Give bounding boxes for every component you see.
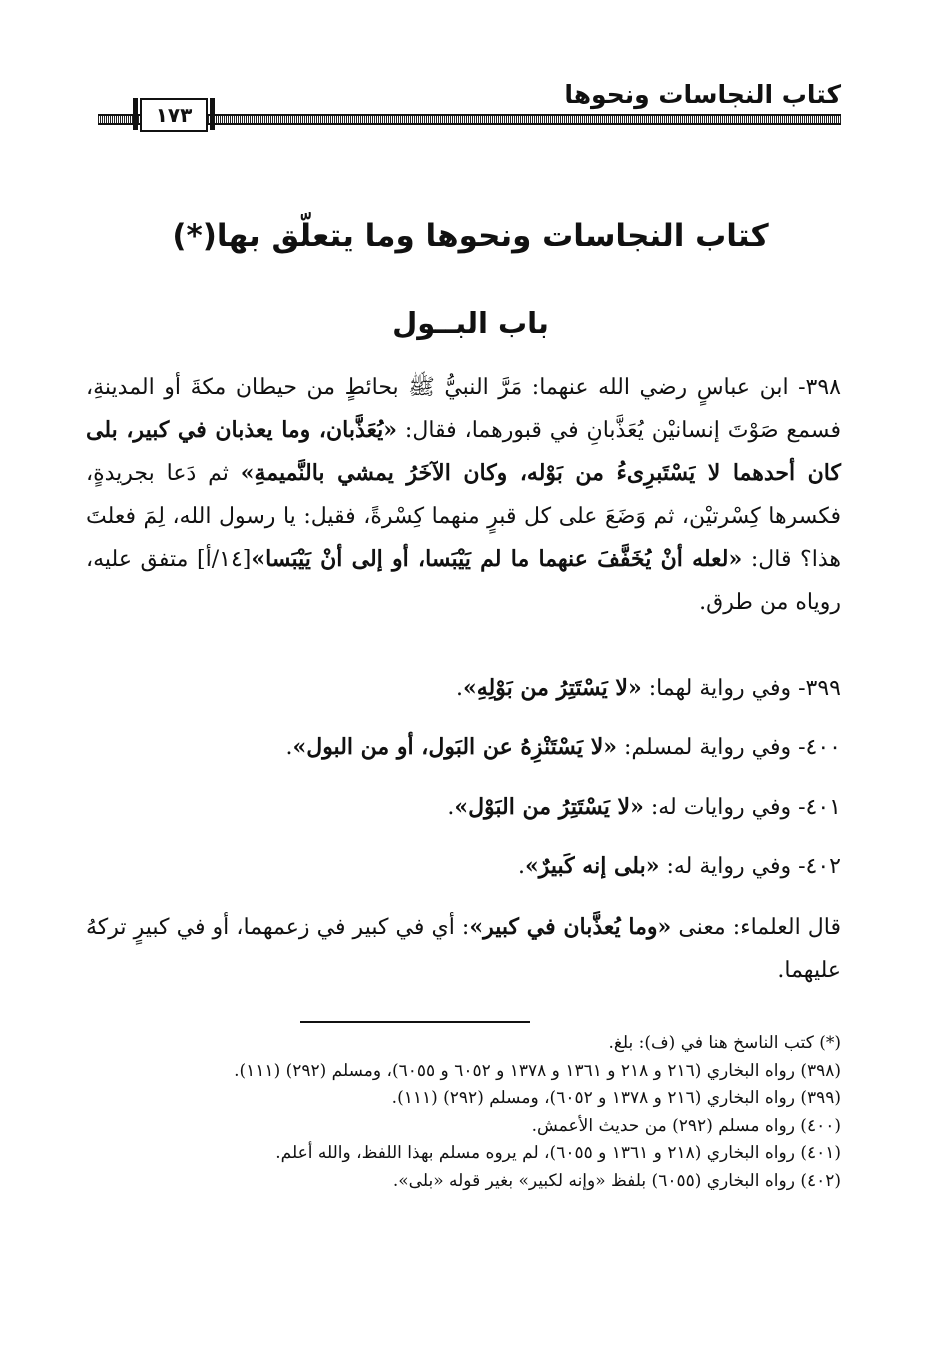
footnotes bbox=[86, 1030, 841, 1195]
hadith-quote: «يُعَذَّبان، وما يعذبان في كبير، بلى كان أحدهما لا يَسْتَبرِىءُ من بَوْله، وكان الآخَرُ يمشي بالنَّميمةِ» bbox=[86, 417, 841, 486]
hadith-398 bbox=[86, 366, 841, 624]
footnote: (٤٠٠) رواه مسلم (٢٩٢) من حديث الأعمش. bbox=[531, 1115, 841, 1136]
footnote-separator bbox=[300, 1021, 530, 1023]
running-header-title: كتاب النجاسات ونحوها bbox=[564, 80, 841, 109]
footnote: (٣٩٨) رواه البخاري (٢١٦ و ٢١٨ و ١٣٦١ و ١٣٧٨ و ٦٠٥٢ و ٦٠٥٥)، ومسلم (٢٩٢) (١١١). bbox=[234, 1060, 841, 1081]
commentary bbox=[86, 906, 841, 992]
hadith-quote: «لا يَسْتَنْزِهُ عن البَول، أو من البول» bbox=[292, 734, 617, 760]
hadith-quote: «لعله أنْ يُخَفَّفَ عنهما ما لم يَيْبَسا، أو إلى أنْ يَيْبَسا» bbox=[251, 546, 743, 572]
commentary-text: : أي في كبير في زعمهما، أو في كبيرٍ تركهُ عليهما. bbox=[86, 915, 841, 983]
footnote: (*) كتب الناسخ هنا في (ف): بلغ. bbox=[608, 1033, 841, 1053]
hadith-399 bbox=[86, 667, 841, 710]
hadith-text: . bbox=[517, 854, 525, 879]
hadith-quote: «لا يَسْتَتِرُ من البَوْل» bbox=[454, 794, 644, 820]
hadith-text: [١٤/أ] متفق عليه، روياه من طرق. bbox=[86, 547, 841, 615]
hadith-text: ٣٩٩- وفي رواية لهما: bbox=[641, 676, 841, 701]
hadith-quote: «بلى إنه كَبيرٌ» bbox=[524, 853, 660, 879]
commentary-quote: «وما يُعذَّبان في كبير» bbox=[469, 914, 672, 940]
page-number: ١٧٣ bbox=[140, 98, 208, 132]
hadith-400 bbox=[86, 726, 841, 769]
footnote: (٤٠١) رواه البخاري (٢١٨ و ١٣٦١ و ٦٠٥٥)، لم يروه مسلم بهذا اللفظ، والله أعلم. bbox=[275, 1143, 841, 1163]
hadith-text: ٤٠٠- وفي رواية لمسلم: bbox=[617, 735, 841, 760]
chapter-title: باب البــول bbox=[392, 306, 549, 340]
hadith-text: ٣٩٨- ابن عباسٍ رضي الله عنهما: مَرَّ النبيُّ ﷺ بحائطٍ من حيطان مكةَ أو المدينةِ، فسمع صَوْتَ إنسانيْن يُعَذَّبانِ في قبورهما، فقال: bbox=[86, 375, 841, 443]
hadith-text: . bbox=[447, 795, 455, 820]
hadith-text: . bbox=[455, 676, 463, 701]
hadith-text: ٤٠٢- وفي رواية له: bbox=[659, 854, 841, 879]
footnote: (٤٠٢) رواه البخاري (٦٠٥٥) بلفظ «وإنه لكبير» بغير قوله «بلى». bbox=[392, 1170, 841, 1191]
hadith-text: ٤٠١- وفي روايات له: bbox=[643, 795, 841, 820]
hadith-text: . bbox=[285, 735, 293, 760]
commentary-text: قال العلماء: معنى bbox=[671, 915, 842, 940]
book-title: كتاب النجاسات ونحوها وما يتعلّق بها(*) bbox=[172, 218, 769, 254]
hadith-quote: «لا يَسْتَتِرُ من بَوْلِهِ» bbox=[462, 675, 642, 701]
hadith-401 bbox=[86, 786, 841, 829]
footnote: (٣٩٩) رواه البخاري (٢١٦ و ١٣٧٨ و ٦٠٥٢)، ومسلم (٢٩٢) (١١١). bbox=[391, 1088, 841, 1108]
hadith-402 bbox=[86, 845, 841, 888]
hadith-text: ثم دَعا بجريدةٍ، فكسرها كِسْرتيْن، ثم وَضَعَ على كل قبرٍ منهما كِسْرةً، فقيل: يا رسول الله، لِمَ فعلتَ هذا؟ قال: bbox=[86, 461, 841, 572]
